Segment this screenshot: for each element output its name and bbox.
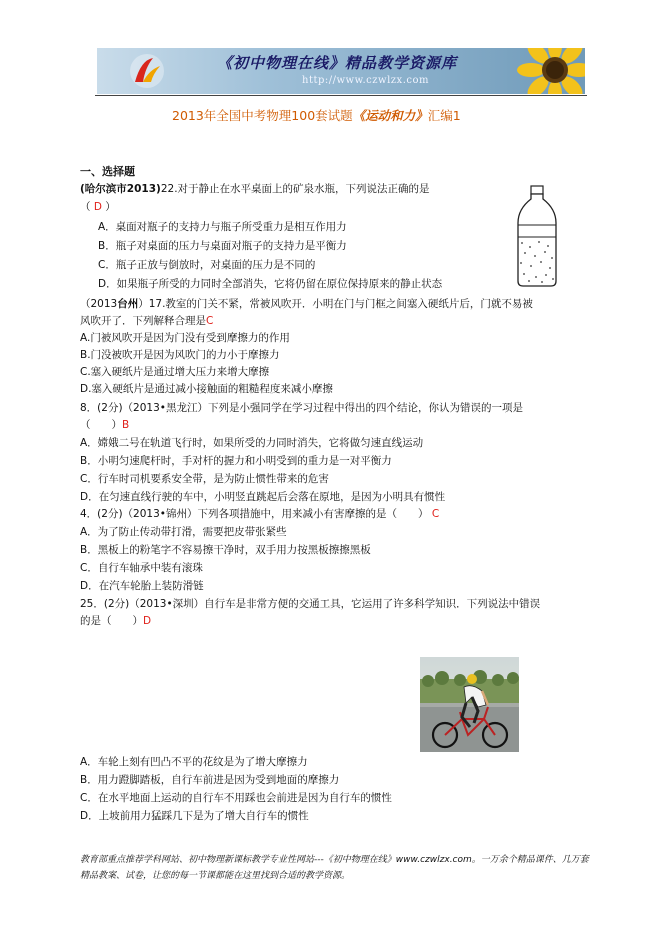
- q1-stem-text: 22.对于静止在水平桌面上的矿泉水瓶，下列说法正确的是: [160, 183, 430, 195]
- section-heading: 一、选择题: [80, 165, 135, 178]
- q1-answer: D: [93, 201, 102, 213]
- q2-source: 台州: [117, 298, 139, 310]
- q1-option-d: D．如果瓶子所受的力同时全部消失，它将仍留在原位保持原来的静止状态: [98, 278, 443, 290]
- page-title-prefix: 2013年全国中考物理100套试题: [172, 108, 353, 123]
- q4-option-d: D．在汽车轮胎上装防滑链: [80, 580, 204, 592]
- q5-option-b: B．用力蹬脚踏板，自行车前进是因为受到地面的摩擦力: [80, 774, 340, 786]
- q5-stem-line2-text: 的是（ ）: [80, 615, 143, 627]
- q1-answer-open: （: [80, 201, 91, 213]
- q2-stem-line2-text: 风吹开了．下列解释合理是: [80, 315, 206, 327]
- q5-stem: 25．(2分)（2013•深圳）自行车是非常方便的交通工具，它运用了许多科学知识．下列说法中错误: [80, 598, 541, 610]
- page-title: [172, 106, 461, 124]
- q1-stem: [80, 182, 430, 196]
- q2-option-a: A.门被风吹开是因为门没有受到摩擦力的作用: [80, 332, 290, 344]
- cyclist-image: [420, 657, 519, 752]
- q4-stem-text: 4．(2分)（2013•锦州）下列各项措施中，用来减小有害摩擦的是（ ）: [80, 508, 429, 520]
- water-bottle-image: [512, 185, 562, 288]
- q4-stem: [80, 507, 439, 521]
- q1-source: (哈尔滨市2013): [80, 183, 161, 195]
- q3-option-b: B．小明匀速爬杆时，手对杆的握力和小明受到的重力是一对平衡力: [80, 455, 392, 467]
- q1-answer-close: ）: [105, 201, 116, 213]
- q2-answer: C: [206, 315, 214, 327]
- q3-answer-line: [80, 418, 129, 432]
- q4-option-c: C．自行车轴承中装有滚珠: [80, 562, 203, 574]
- q2-option-d: D.塞入硬纸片是通过减小接触面的粗糙程度来减小摩擦: [80, 383, 333, 395]
- q5-option-c: C．在水平地面上运动的自行车不用踩也会前进是因为自行车的惯性: [80, 792, 392, 804]
- q3-stem: 8．(2分)（2013•黑龙江）下列是小强同学在学习过程中得出的四个结论，你认为错误的一项是: [80, 402, 523, 414]
- q3-option-a: A．嫦娥二号在轨道飞行时，如果所受的力同时消失，它将做匀速直线运动: [80, 437, 424, 449]
- page-title-emphasis: 《运动和力》: [352, 108, 428, 123]
- q1-option-c: C．瓶子正放与倒放时，对桌面的压力是不同的: [98, 259, 316, 271]
- q1-option-b: B．瓶子对桌面的压力与桌面对瓶子的支持力是平衡力: [98, 240, 347, 252]
- q3-option-c: C．行车时司机要系安全带，是为防止惯性带来的危害: [80, 473, 329, 485]
- page-footer: 教育部重点推荐学科网站、初中物理新课标教学专业性网站---《初中物理在线》www.czwlzx.com。一万余个精品课件、几万套精品教案、试卷，让您的每一节课都能在这里找到合适的教学资源。: [80, 855, 589, 881]
- site-logo-icon: [127, 52, 167, 90]
- sunflower-icon: [500, 48, 585, 94]
- banner-title: 《初中物理在线》精品教学资源库: [217, 54, 458, 72]
- header-banner: [97, 48, 585, 94]
- q2-option-b: B.门没被吹开是因为风吹门的力小于摩擦力: [80, 349, 280, 361]
- q1-option-a: A．桌面对瓶子的支持力与瓶子所受重力是相互作用力: [98, 221, 347, 233]
- q2-stem: [80, 297, 533, 311]
- page-title-suffix: 汇编1: [427, 108, 461, 123]
- q4-answer: C: [431, 508, 440, 520]
- q5-option-a: A．车轮上刻有凹凸不平的花纹是为了增大摩擦力: [80, 756, 308, 768]
- banner-url: http://www.czwlzx.com: [302, 75, 429, 86]
- q4-option-b: B．黑板上的粉笔字不容易擦干净时，双手用力按黑板擦擦黑板: [80, 544, 371, 556]
- q2-option-c: C.塞入硬纸片是通过增大压力来增大摩擦: [80, 366, 270, 378]
- q5-option-d: D．上坡前用力猛踩几下是为了增大自行车的惯性: [80, 810, 309, 822]
- q4-option-a: A．为了防止传动带打滑，需要把皮带张紧些: [80, 526, 287, 538]
- q1-answer-line: [80, 200, 116, 214]
- q3-option-d: D．在匀速直线行驶的车中，小明竖直跳起后会落在原地，是因为小明具有惯性: [80, 491, 446, 503]
- header-rule: [95, 95, 587, 96]
- q5-answer: D: [143, 615, 152, 627]
- q5-stem-line2: [80, 614, 151, 628]
- q3-answer: B: [122, 419, 130, 431]
- q2-stem-line2: [80, 314, 213, 328]
- q3-blank: （ ）: [80, 419, 122, 431]
- q2-stem-text: 17.教室的门关不紧，常被风吹开．小明在门与门框之间塞入硬纸片后，门就不易被: [148, 298, 533, 310]
- q2-source-open: （2013: [80, 298, 118, 310]
- q2-source-close: ）: [138, 298, 149, 310]
